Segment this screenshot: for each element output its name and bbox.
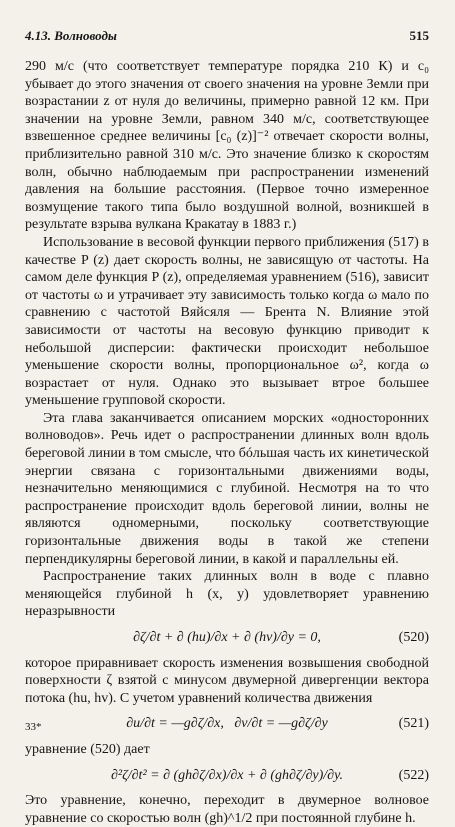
paragraph-7: Это уравнение, конечно, переходит в двумерное волновое уравнение со скоростью волн (gh)^1/2 при постоянной глубине h. — [25, 793, 429, 826]
equation-formula: ∂ζ/∂t + ∂ (hu)/∂x + ∂ (hv)/∂y = 0, — [133, 630, 321, 645]
equation-number: (521) — [398, 716, 429, 732]
equation-formula: ∂²ζ/∂t² = ∂ (gh∂ζ/∂x)/∂x + ∂ (gh∂ζ/∂y)/∂y. — [110, 767, 344, 783]
paragraph-2: Использование в весовой функции первого приближения (517) в качестве P (z) дает скорость волны, не зависящую от частоты. На самом деле функция P (z), определяемая уравнением (516), зависит от частоты ω и утрачивает эту зависимость только когда ω мало по сравнению с частотой Вяйсяля — Брента N. Влияние этой зависимости от частоты на весовую функцию приводит к небольшой дисперсии: фактически происходит небольшое уменьшение скорости волны, пропорциональное ω², когда ω возрастает от нуля. Однако это вызывает втрое большее уменьшение групповой скорости. — [25, 234, 429, 409]
equation-number: (520) — [398, 630, 429, 645]
paragraph-6: уравнение (520) дает — [25, 741, 150, 757]
paragraph-5: которое приравнивает скорость изменения возвышения свободной поверхности ζ взятой с минусом двумерной дивергенции вектора потока (hu, hv). С учетом уравнений количества движения — [25, 655, 429, 706]
equation-520 — [25, 629, 429, 647]
signature-mark: 33* — [25, 721, 42, 733]
paragraph-4: Распространение таких длинных волн в воде с плавно меняющейся глубиной h (x, y) удовлетворяет уравнению неразрывности — [25, 569, 429, 620]
paragraph-3: Эта глава заканчивается описанием морских «односторонних волноводов». Речь идет о распространении длинных волн вдоль береговой линии в том смысле, что бóльшая часть их кинетической энергии связана с горизонтальными движениями воды, незначительно меняющимися с глубиной. Несмотря на то что распространение происходит вдоль береговой линии, волны не являются одномерными, поскольку соответствующие горизонтальные движения воды в такой же степени перпендикулярны береговой линии, в какой и параллельны ей. — [25, 410, 429, 567]
equation-521 — [25, 715, 429, 733]
page-number: 515 — [409, 28, 429, 43]
equation-number: (522) — [398, 767, 429, 783]
equation-522 — [25, 767, 429, 785]
page-body — [25, 58, 429, 827]
paragraph-1: 290 м/с (что соответствует температуре порядка 210 К) и c₀ убывает до этого значения от своего значения на уровне Земли при возрастании z от нуля до величины, примерно равной 12 км. При значении на уровне Земли, равном 340 м/с, соответствующее взвешенное среднее величины [c₀ (z)]⁻² отвечает скорости волны, приблизительно равной 310 м/с. Это значение близко к скоростям волн, обычно наблюдаемым при распространении изменений давления на большие расстояния. (Первое точно измеренное возмущение такого типа было воздушной волной, возникшей в результате взрыва вулкана Кракатау в 1883 г.) — [25, 59, 429, 233]
page-header — [25, 28, 429, 44]
section-title: 4.13. Волноводы — [25, 28, 117, 43]
equation-formula: ∂u/∂t = —g∂ζ/∂x, ∂v/∂t = —g∂ζ/∂y — [126, 716, 328, 732]
